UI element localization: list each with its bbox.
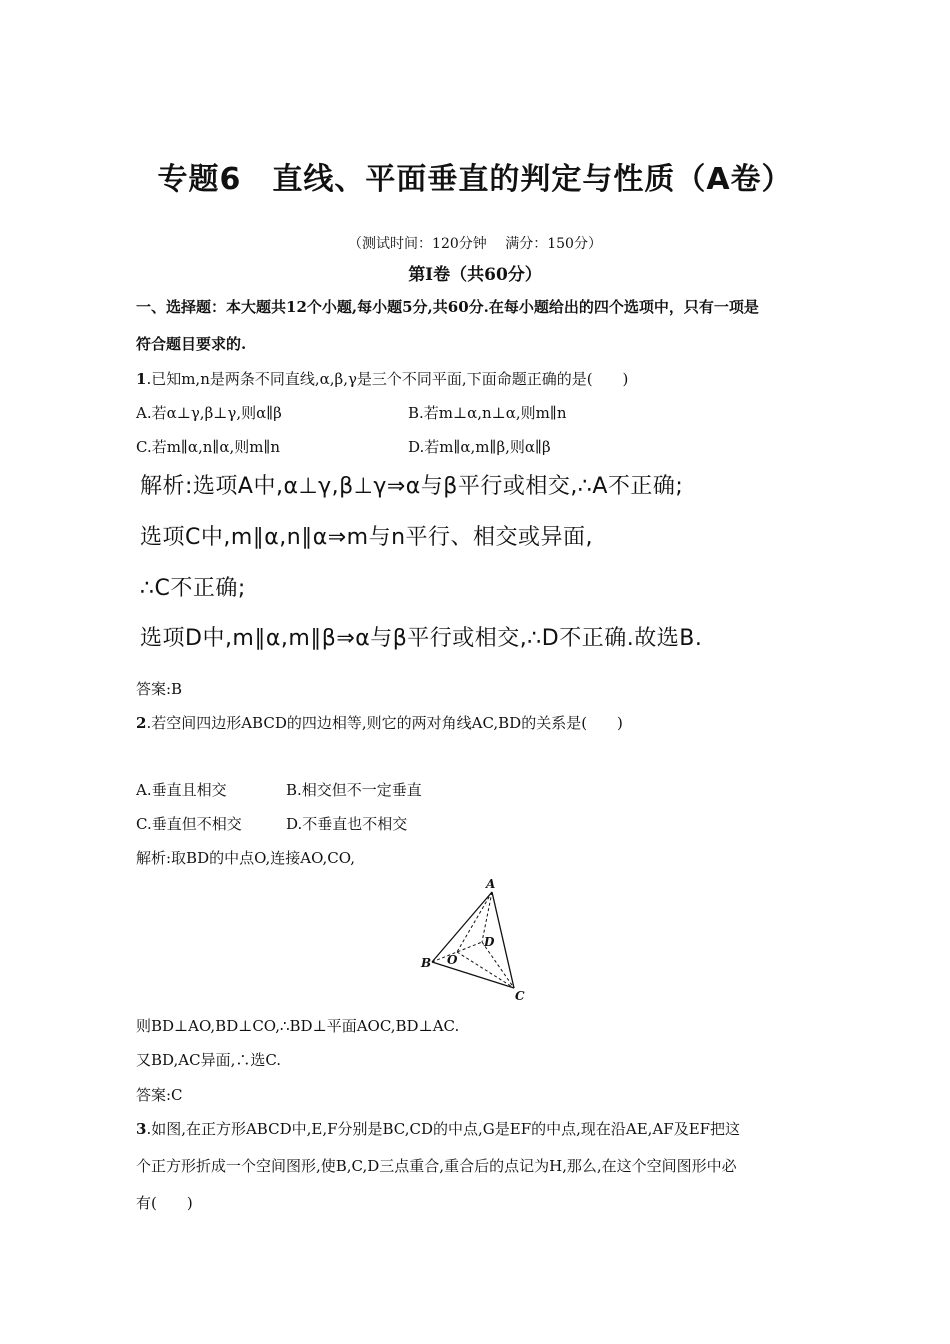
edge-ab bbox=[432, 892, 492, 962]
q1-option-a: A.若α⊥γ,β⊥γ,则α∥β bbox=[136, 404, 282, 422]
question-3-number: 3 bbox=[136, 1120, 147, 1138]
q1-answer: 答案:B bbox=[136, 680, 183, 698]
question-3-line-2: 个正方形折成一个空间图形,使B,C,D三点重合,重合后的点记为H,那么,在这个空间图形中必 bbox=[136, 1157, 737, 1175]
instructions-line-2: 符合题目要求的. bbox=[136, 335, 247, 353]
q1-solution-line-4: 选项D中,m∥α,m∥β⇒α与β平行或相交,∴D不正确.故选B. bbox=[140, 626, 703, 651]
q1-solution-line-1: 解析:选项A中,α⊥γ,β⊥γ⇒α与β平行或相交,∴A不正确; bbox=[140, 474, 684, 499]
q1-solution-line-3: ∴C不正确; bbox=[140, 576, 246, 601]
question-3-line-3: 有( ) bbox=[136, 1194, 193, 1212]
label-b: B bbox=[421, 956, 432, 970]
question-1-number: 1 bbox=[136, 370, 147, 388]
q2-solution-line-2: 则BD⊥AO,BD⊥CO,∴BD⊥平面AOC,BD⊥AC. bbox=[136, 1017, 460, 1035]
question-2-text: .若空间四边形ABCD的四边相等,则它的两对角线AC,BD的关系是( ) bbox=[146, 714, 623, 732]
tetrahedron-figure bbox=[418, 876, 538, 1004]
question-3 bbox=[136, 1119, 740, 1139]
q2-answer: 答案:C bbox=[136, 1086, 183, 1104]
question-2 bbox=[136, 713, 623, 733]
edge-ac bbox=[492, 892, 514, 988]
label-o: O bbox=[447, 953, 458, 967]
q2-option-a: A.垂直且相交 bbox=[136, 781, 227, 799]
question-3-line-1: .如图,在正方形ABCD中,E,F分别是BC,CD的中点,G是EF的中点,现在沿AE,AF及EF把这 bbox=[146, 1120, 741, 1138]
edge-bc bbox=[432, 962, 514, 988]
label-c: C bbox=[515, 989, 525, 1003]
test-info: （测试时间：120分钟 满分：150分） bbox=[348, 236, 602, 252]
q1-option-b: B.若m⊥α,n⊥α,则m∥n bbox=[408, 404, 567, 422]
question-1 bbox=[136, 369, 628, 389]
question-2-number: 2 bbox=[136, 714, 147, 732]
section-heading: 第Ⅰ卷（共60分） bbox=[408, 265, 542, 285]
segment-co bbox=[457, 952, 514, 988]
q1-option-d: D.若m∥α,m∥β,则α∥β bbox=[408, 438, 551, 456]
q2-option-b: B.相交但不一定垂直 bbox=[286, 781, 422, 799]
q2-option-c: C.垂直但不相交 bbox=[136, 815, 242, 833]
q1-solution-line-2: 选项C中,m∥α,n∥α⇒m与n平行、相交或异面, bbox=[140, 525, 594, 550]
q2-option-d: D.不垂直也不相交 bbox=[286, 815, 408, 833]
q1-option-c: C.若m∥α,n∥α,则m∥n bbox=[136, 438, 281, 456]
label-a: A bbox=[486, 877, 496, 891]
q2-solution-line-1: 解析:取BD的中点O,连接AO,CO, bbox=[136, 849, 355, 867]
question-1-text: .已知m,n是两条不同直线,α,β,γ是三个不同平面,下面命题正确的是( ) bbox=[146, 370, 629, 388]
instructions-line-1: 一、选择题：本大题共12个小题,每小题5分,共60分.在每小题给出的四个选项中，只有一项是 bbox=[136, 298, 759, 316]
q2-solution-line-3: 又BD,AC异面,∴选C. bbox=[136, 1051, 282, 1069]
label-d: D bbox=[484, 935, 495, 949]
page-title: 专题6 直线、平面垂直的判定与性质（A卷） bbox=[157, 162, 793, 197]
